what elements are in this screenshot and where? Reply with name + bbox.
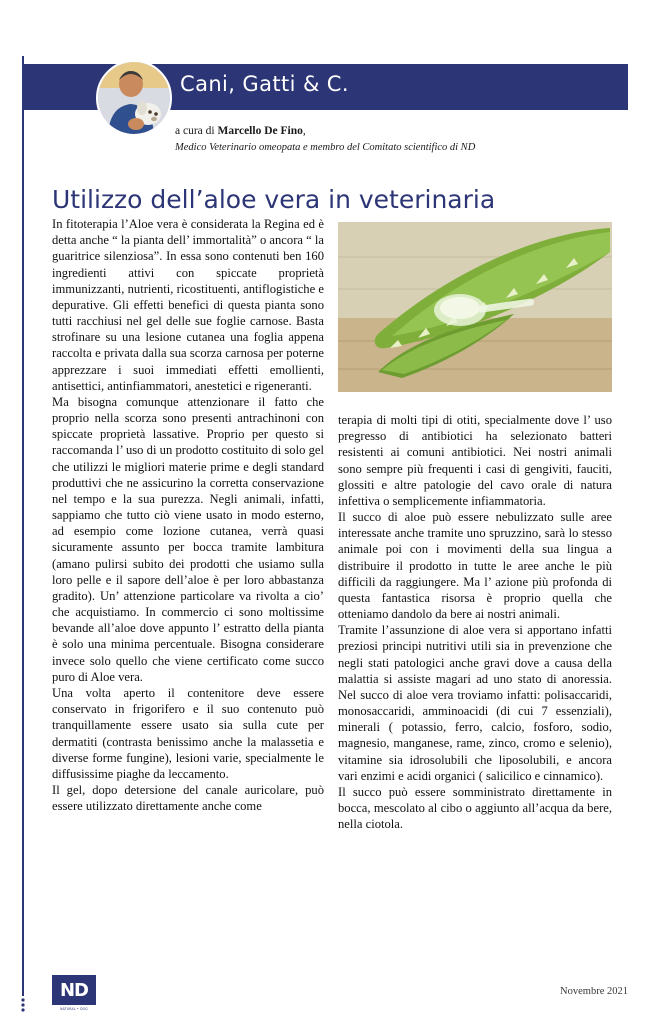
body-column-left <box>52 216 324 814</box>
left-rule-dots <box>18 998 28 1012</box>
issue-date: Novembre 2021 <box>560 986 628 997</box>
publisher-logo <box>52 975 102 1015</box>
paragraph: Il succo può essere somministrato direttamente in bocca, mescolato al cibo o aggiunto all’acqua da bere, nella ciotola. <box>338 784 612 832</box>
author-avatar <box>96 60 172 136</box>
paragraph: In fitoterapia l’Aloe vera è considerata la Regina ed è detta anche “ la pianta dell’ immortalità” o ancora “ la guaritrice silenziosa”. In essa sono contenuti ben 160 ingredienti attivi con spiccate proprietà immunizzanti, nutrienti, ricostituenti, antiflogistiche e depurative. Gli effetti benefici di questa pianta sono tutti racchiusi nel gel delle sue foglie carnose. Basta strofinare su una lesione cutanea una foglia appena raccolta e privata dalla sua scorza carnosa per poterne apprezzare i suoi immediati effetti emollienti, antisettici, antinfiammatori, anestetici e rigeneranti. <box>52 217 324 393</box>
byline-author: Marcello De Fino <box>217 125 303 137</box>
left-vertical-rule <box>22 56 24 996</box>
byline-role: Medico Veterinario omeopata e membro del Comitato scientifico di ND <box>175 141 476 153</box>
paragraph: Tramite l’assunzione di aloe vera si apportano infatti preziosi principi nutritivi utili sia in prevenzione che negli stati patologici anche gravi dove a causa della malattia si assiste magari ad uno stato di anoressia. Nel succo di aloe vera troviamo infatti: polisaccaridi, monosaccaridi, amminoacidi (di cui 7 essenziali), minerali ( potassio, ferro, calcio, fosforo, sodio, magnesio, manganese, rame, zinco, cromo e selenio), vitamine sia idrosolubili che liposolubili, e ancora vari enzimi e acidi organici ( salicilico e cinnamico). <box>338 623 612 783</box>
byline-suffix: , <box>302 125 306 137</box>
paragraph: Il gel, dopo detersione del canale auricolare, può essere utilizzato direttamente anche come <box>52 783 324 814</box>
paragraph: Una volta aperto il contenitore deve essere conservato in frigorifero e il suo contenuto può tranquillamente essere usato sia sulla cute per dermatiti (contrasta benissimo anche la malassetia e diverse forme fungine), lesioni varie, specialmente le diffusissime piaghe da leccamento. <box>52 685 324 781</box>
logo-subtext: NATURAL • DOG <box>60 1006 88 1011</box>
section-title: Cani, Gatti & C. <box>180 72 349 96</box>
paragraph: terapia di molti tipi di otiti, specialmente dove l’ uso pregresso di antibiotici ha selezionato batteri resistenti ai comuni antibiotici. Nei nostri animali sono sempre più frequenti i casi di gengiviti, fauciti, glossiti e altre patologie del cavo orale di natura infettiva o semplicemente infiammatoria. <box>338 413 612 508</box>
byline <box>175 124 595 155</box>
paragraph: Il succo di aloe può essere nebulizzato sulle aree interessate anche tramite uno spruzzino, sarà lo stesso animale poi con i movimenti della sua lingua a distribuire il prodotto in tutte le aree anche le più difficili da raggiungere. Ma l’ azione più profonda di questa fantastica risorsa è proprio quella che otteniamo dandolo da bere ai nostri animali. <box>338 510 612 622</box>
article-title: Utilizzo dell’aloe vera in veterinaria <box>52 184 496 214</box>
logo-mark: ND <box>52 975 96 1005</box>
byline-prefix: a cura di <box>175 125 218 137</box>
article-photo <box>338 222 612 392</box>
body-column-right <box>338 412 612 832</box>
paragraph: Ma bisogna comunque attenzionare il fatto che proprio nella scorza sono presenti antrachinoni con spiccate proprietà lassative. Proprio per questo si raccomanda l’ uso di un prodotto costituito di solo gel che utilizzi le migliori materie prime e degli standard produttivi che ne assicurino la corretta conservazione nel tempo e la sua purezza. Negli animali, infatti, sappiamo che tutto ciò viene usato in modo esterno, ad esempio come lozione cutanea, verrà quasi sicuramente assunto per bocca tramite lambitura (amano pulirsi subito dei prodotti che usiamo sulla loro pelle e il sapore dell’aloe è per loro abbastanza gradito). Un’ attenzione particolare va rivolta a cio’ che acquistiamo. In commercio ci sono moltissime bevande all’aloe dove appunto l’ estratto della pianta è solo una minima percentuale. Bisogna considerare invece solo quello che viene certificato come succo puro di Aloe vera. <box>52 394 324 684</box>
